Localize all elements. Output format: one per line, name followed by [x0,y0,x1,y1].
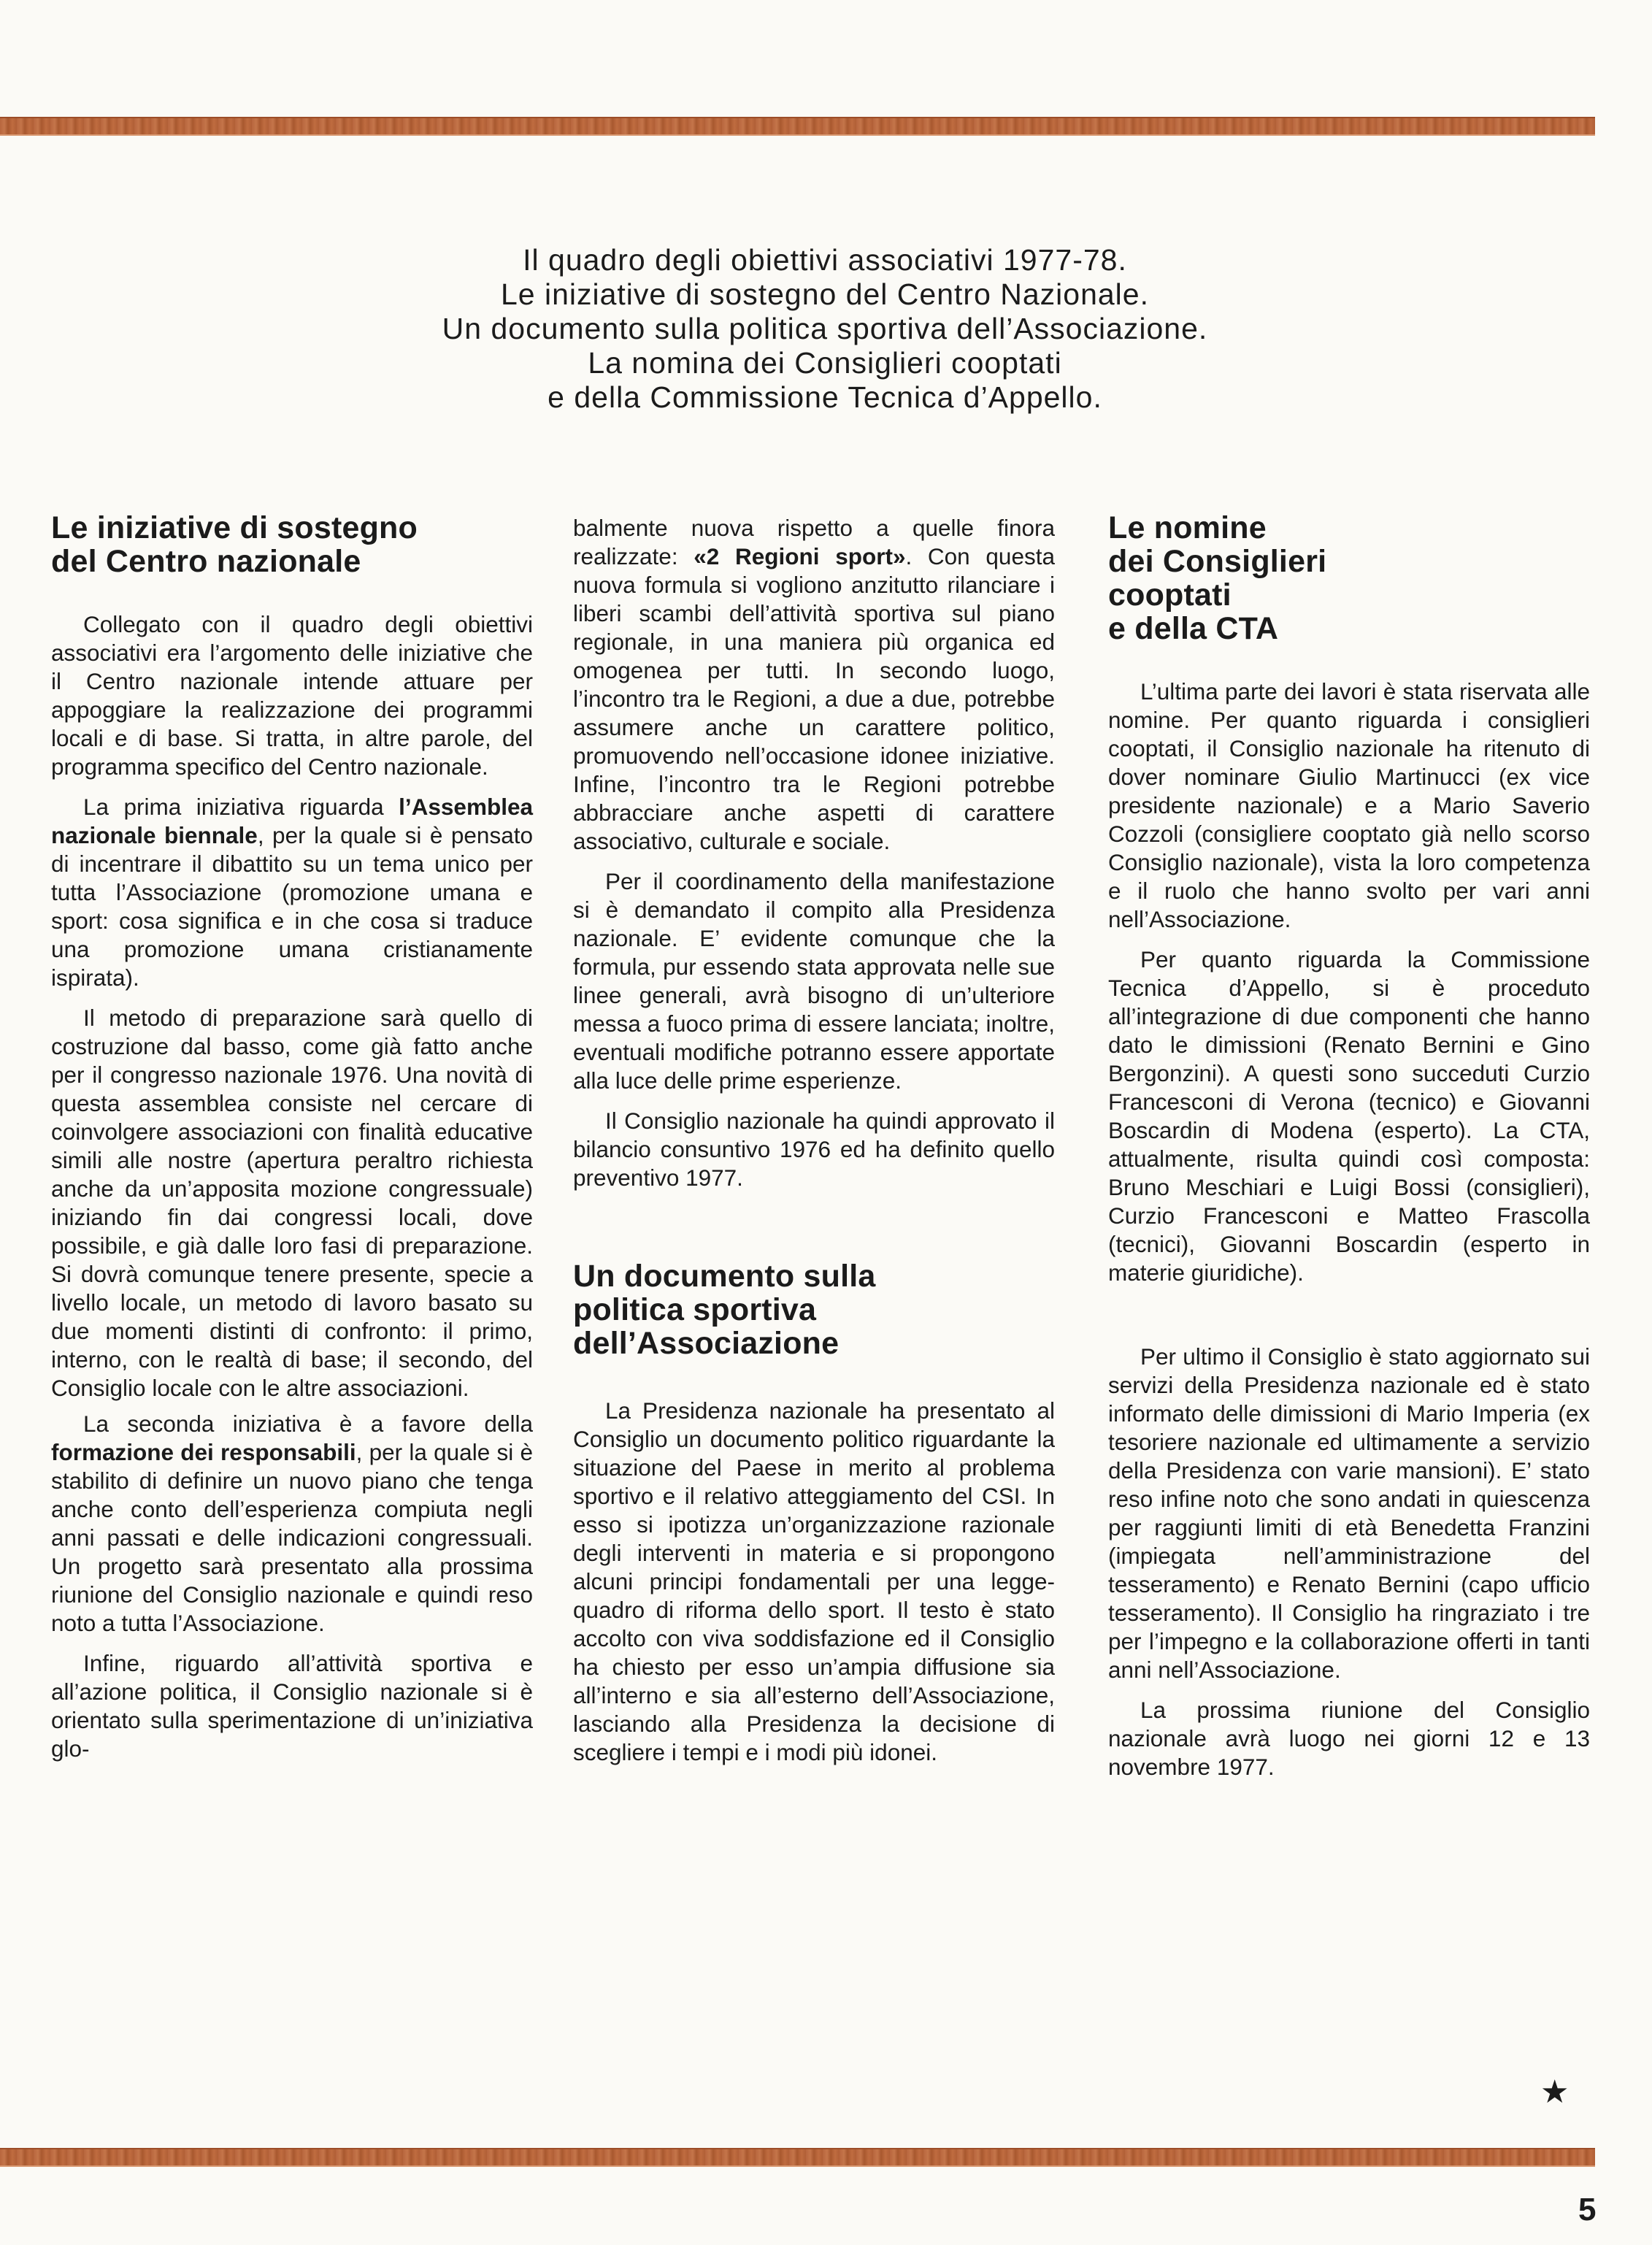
heading-line: e della CTA [1108,611,1279,646]
heading-line: cooptati [1108,577,1232,613]
paragraph: Infine, riguardo all’attività sportiva e all’azione politica, il Consiglio nazionale si è orientato sulla sperimentazione di un’iniziativa glo- [51,1650,533,1762]
paragraph: L’ultima parte dei lavori è stata riservata alle nomine. Per quanto riguarda i consiglieri cooptati, il Consiglio nazionale ha ritenuto di dover nominare Giulio Martinucci (ex vice presidente nazionale) e a Mario Saverio Cozzoli (consigliere cooptato già nello scorso Consiglio nazionale), vista la loro competenza e il ruolo che hanno svolto per vari anni nell’Associazione. [1108,678,1590,932]
intro-line: Un documento sulla politica sportiva dell’Associazione. [442,312,1208,345]
article-column-2 [573,514,1055,1767]
bold-phrase: l’Assemblea nazionale biennale [51,794,533,848]
paragraph: Per ultimo il Consiglio è stato aggiornato sui servizi della Presidenza nazionale ed è stato informato delle dimissioni di Mario Imperia (ex tesoriere nazionale ed ultimamente a servizio della Presidenza con varie mansioni). E’ stato reso infine noto che sono andati in quiescenza per raggiunti limiti di età Benedetta Franzini (impiegata nell’amministrazione del tesseramento) e Renato Bernini (capo ufficio tesseramento). Il Consiglio ha ringraziato i tre per l’impegno e la collaborazione offerti in tanti anni nell’Associazione. [1108,1343,1590,1683]
intro-line: Le iniziative di sostegno del Centro Nazionale. [500,277,1149,311]
heading-line: Le nomine [1108,510,1267,545]
article-column-1 [51,511,533,1763]
paragraph: Il Consiglio nazionale ha quindi approvato il bilancio consuntivo 1976 ed ha definito quello preventivo 1977. [573,1108,1055,1191]
paragraph: Il metodo di preparazione sarà quello di costruzione dal basso, come già fatto anche per il congresso nazionale 1976. Una novità di questa assemblea consiste nel cercare di coinvolgere associazioni con finalità educative simili alle nostre (apertura peraltro richiesta anche da un’apposita mozione congressuale) iniziando fin dai congressi locali, dove possibile, e già dalle loro fasi di preparazione. Si dovrà comunque tenere presente, specie a livello locale, un metodo di lavoro basato su due momenti distinti di confronto: il primo, interno, con le realtà di base; il secondo, del Consiglio locale con le altre associazioni. [51,1005,533,1401]
heading-line: del Centro nazionale [51,544,361,579]
intro-summary [292,243,1358,415]
paragraph: Per quanto riguarda la Commissione Tecnica d’Appello, si è proceduto all’integrazione di due componenti che hanno dato le dimissioni (Renato Bernini e Gino Bergonzini). A questi sono succeduti Curzio Francesconi di Verona (tecnico) e Giovanni Boscardin di Modena (esperto). La CTA, attualmente, risulta quindi così composta: Bruno Meschiari e Luigi Bossi (consiglieri), Curzio Francesconi e Matteo Frascolla (tecnici), Giovanni Boscardin (esperto in materie giuridiche). [1108,946,1590,1286]
intro-line: La nomina dei Consiglieri cooptati [588,346,1062,380]
heading-line: politica sportiva [573,1292,817,1327]
paragraph: La seconda iniziativa è a favore della formazione dei responsabili, per la quale si è stabilito di definire un nuovo piano che tenga anche conto dell’esperienza compiuta negli anni passati e delle indicazioni congressuali. Un progetto sarà presentato alla prossima riunione del Consiglio nazionale e quindi reso noto a tutta l’Associazione. [51,1411,533,1636]
section-heading-documento [573,1259,1055,1360]
heading-line: Un documento sulla [573,1259,876,1294]
top-decorative-band [0,117,1595,136]
paragraph: Collegato con il quadro degli obiettivi associativi era l’argomento delle iniziative che il Centro nazionale intende attuare per appoggiare la realizzazione dei programmi locali e di base. Si tratta, in altre parole, del programma specifico del Centro nazionale. [51,611,533,780]
paragraph: La Presidenza nazionale ha presentato al Consiglio un documento politico riguardante la situazione del Paese in merito al problema sportivo e il relativo atteggiamento del CSI. In esso si ipotizza un’organizzazione razionale degli interventi in materia e si propongono alcuni principi fondamentali per una legge-quadro di riforma dello sport. Il testo è stato accolto con viva soddisfazione ed il Consiglio ha chiesto per esso un’ampia diffusione sia all’interno e sia all’esterno dell’Associazione, lasciando alla Presidenza la decisione di scegliere i tempi e i modi più idonei. [573,1397,1055,1765]
bottom-decorative-band [0,2148,1595,2167]
paragraph: balmente nuova rispetto a quelle finora realizzate: «2 Regioni sport». Con questa nuova formula si vogliono anzitutto rilanciare i liberi scambi dell’attività sportiva sul piano regionale, in una maniera più organica ed omogenea per tutti. In secondo luogo, l’incontro tra le Regioni, a due a due, potrebbe assumere anche un carattere politico, promuovendo nell’occasione idonee iniziative. Infine, l’incontro tra le Regioni potrebbe abbracciare anche aspetti di carattere associativo, culturale e sociale. [573,515,1055,854]
section-heading-nomine [1108,511,1590,645]
section-heading-iniziative [51,511,533,578]
page-number: 5 [1578,2192,1597,2227]
heading-line: dei Consiglieri [1108,544,1327,579]
bold-phrase: «2 Regioni sport» [694,543,906,569]
paragraph: La prossima riunione del Consiglio nazionale avrà luogo nei giorni 12 e 13 novembre 1977. [1108,1697,1590,1780]
heading-line: Le iniziative di sostegno [51,510,418,545]
intro-line: e della Commissione Tecnica d’Appello. [548,380,1102,414]
bold-phrase: formazione dei responsabili [51,1439,356,1465]
intro-line: Il quadro degli obiettivi associativi 1977-78. [523,243,1127,277]
heading-line: dell’Associazione [573,1326,840,1361]
end-of-article-star-icon: ★ [1540,2073,1570,2111]
paragraph: La prima iniziativa riguarda l’Assemblea nazionale biennale, per la quale si è pensato di incentrare il dibattito su un tema unico per tutta l’Associazione (promozione umana e sport: cosa significa e in che cosa si traduce una promozione umana cristianamente ispirata). [51,794,533,991]
paragraph: Per il coordinamento della manifestazione si è demandato il compito alla Presidenza nazionale. E’ evidente comunque che la formula, pur essendo stata approvata nelle sue linee generali, avrà bisogno di un’ulteriore messa a fuoco prima di essere lanciata; inoltre, eventuali modifiche potranno essere apportate alla luce delle prime esperienze. [573,868,1055,1094]
article-column-3 [1108,511,1590,1781]
